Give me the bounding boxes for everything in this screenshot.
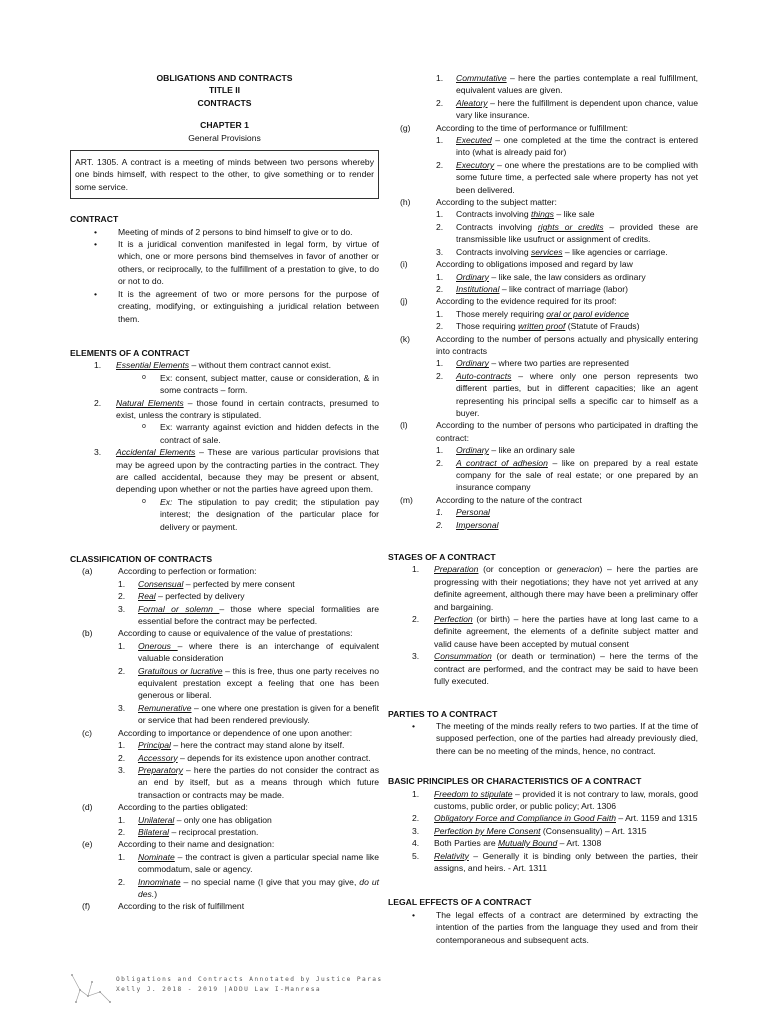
class-h (388, 196, 698, 208)
item-text: – perfected by delivery (155, 591, 245, 602)
term: Mutually Bound (498, 838, 558, 849)
list-item (436, 221, 698, 246)
list-item (412, 825, 698, 837)
item-text: – Art. 1159 and 1315 (616, 813, 698, 824)
class-k (388, 333, 698, 358)
footer-line-2: Xelly J. 2018 - 2019 |ADDU Law I-Manresa (116, 986, 322, 993)
class-text: According to cause or equivalence of the value of prestations: (118, 628, 353, 639)
item-text: – perfected by mere consent (183, 578, 295, 589)
chapter-heading: CHAPTER 1 (200, 120, 249, 131)
list-item (436, 506, 698, 518)
chapter-subtitle: General Provisions (188, 132, 261, 143)
list-item (436, 208, 698, 220)
item-text: – provided it is not contrary to law, morals, good customs, public order, or public policy; Art. 1306 (434, 788, 698, 811)
stages-title: STAGES OF A CONTRACT (388, 552, 496, 563)
term: Perfection (434, 614, 473, 625)
list-item (118, 826, 379, 838)
term: things (531, 209, 554, 220)
italic-text: do ut des. (138, 876, 379, 899)
term: Aleatory (456, 97, 488, 108)
class-b (70, 627, 379, 639)
elements-title: ELEMENTS OF A CONTRACT (70, 347, 190, 358)
item-number: 2. (436, 321, 444, 332)
term: Accidental Elements (116, 447, 196, 458)
item-number: 1. (436, 209, 444, 220)
item-text: – this is free, thus one party receives no equivalent prestation except a feeling that one has been generous or liberal. (138, 665, 379, 701)
class-l-list (388, 444, 698, 494)
doc-heading-2: TITLE II (208, 85, 241, 96)
item-pre: Both Parties are (434, 838, 499, 849)
list-item (436, 159, 698, 196)
list-item (436, 72, 698, 97)
term: oral or parol evidence (546, 308, 629, 319)
item-text: – like sale (553, 209, 595, 220)
item-text: (or conception or (478, 564, 557, 575)
item-number: 1. (118, 740, 126, 751)
item-number: 3. (412, 825, 420, 836)
list-item (94, 359, 379, 396)
list-item (412, 850, 698, 875)
item-text: – here the contract may stand alone by itself. (170, 740, 345, 751)
list-item (118, 665, 379, 702)
list-item (94, 446, 379, 533)
class-i (388, 258, 698, 270)
list-item (118, 578, 379, 590)
term: Natural Elements (116, 397, 184, 408)
class-text: According to importance or dependence of one upon another: (118, 727, 353, 738)
term: Auto-contracts (456, 370, 512, 381)
term: Ordinary (456, 358, 489, 369)
list-item (436, 246, 698, 258)
legal-effects-bullets (388, 909, 698, 946)
term: Preparation (434, 564, 479, 575)
class-text: According to the time of performance or fulfillment: (436, 122, 629, 133)
constellation-icon (70, 972, 114, 1008)
item-text: – one completed at the time the contract is entered into (what is already paid for) (456, 135, 698, 158)
item-number: 1. (118, 814, 126, 825)
parties-title: PARTIES TO A CONTRACT (388, 708, 498, 719)
list-item (412, 788, 698, 813)
item-text: – without them contract cannot exist. (189, 360, 331, 371)
term: Personal (456, 507, 490, 518)
item-number: 1. (436, 507, 444, 518)
list-item (118, 640, 379, 665)
item-text: – provided these are transmissible like usufruct or assignment of credits. (456, 221, 698, 245)
sub-ex: Ex: (160, 496, 173, 507)
item-text: – depends for its existence upon another contract. (177, 752, 371, 763)
class-e (70, 838, 379, 850)
item-number: 2. (436, 519, 444, 530)
letter: (j) (400, 296, 408, 307)
list-item (436, 134, 698, 159)
term: Freedom to stipulate (434, 788, 513, 799)
item-number: 2. (412, 614, 420, 625)
list-item (118, 764, 379, 801)
item-pre: Contracts involving (456, 221, 538, 232)
item-text: – here the fulfillment is dependent upon chance, value vary like insurance. (456, 97, 698, 121)
letter: (b) (82, 628, 93, 639)
list-item (118, 876, 379, 901)
list-item (412, 812, 698, 824)
list-item (436, 357, 698, 369)
term: Consensual (138, 578, 184, 589)
item-number: 1. (436, 73, 444, 83)
italic-text: generacion (556, 564, 600, 575)
term: Bilateral (138, 826, 170, 837)
item-text: – like sale, the law considers as ordinary (488, 271, 646, 282)
term: Executory (456, 159, 495, 170)
item-number: 2. (436, 457, 444, 468)
principles-list (388, 788, 698, 875)
class-text: According to the risk of fulfillment (118, 901, 245, 912)
list-item (118, 752, 379, 764)
list-item (118, 590, 379, 602)
class-text: According to the nature of the contract (436, 494, 582, 505)
classification-title: CLASSIFICATION OF CONTRACTS (70, 554, 213, 564)
list-item (436, 444, 698, 456)
left-column (70, 72, 379, 913)
term: Relativity (434, 850, 469, 861)
term: Perfection by Mere Consent (434, 825, 541, 836)
item-text: (or death or termination) – here the terms of the contract are performed, and the contract may be said to have been fully executed. (434, 651, 698, 687)
legal-effects-title: LEGAL EFFECTS OF A CONTRACT (388, 897, 532, 908)
item-number: 2. (436, 159, 444, 170)
list-item (436, 271, 698, 283)
item-end: ) (154, 888, 158, 899)
letter: (m) (400, 494, 413, 505)
item-number: 2. (436, 97, 444, 108)
item-text: – Art. 1308 (557, 838, 602, 849)
bullet-item: • It is the agreement of two or more persons for the purpose of creating, modifying, or extinguishing a juridical relation between them. (118, 288, 379, 325)
item-text: (or birth) – here the parties have at long last came to a definite agreement, the elements of a definite subject matter and valid cause have been accepted by mutual consent (434, 614, 698, 649)
letter: (c) (82, 727, 93, 738)
list-item (412, 613, 698, 650)
item-text: – like an ordinary sale (488, 445, 575, 456)
term: Consummation (434, 651, 492, 662)
bullet-item: • It is a juridical convention manifested in legal form, by virtue of which, one or more persons bind themselves in favor of another or others, or reciprocally, to the fulfillment of a prestation to give, to do or not to do. (118, 238, 379, 288)
item-text: – those found in certain contracts, presumed to exist, unless the contrary is stipulated. (116, 397, 380, 420)
class-text: According to the subject matter: (436, 197, 557, 208)
class-a-list (70, 578, 379, 628)
item-text: – no special name (I give that you may give, (180, 876, 360, 887)
list-item (436, 519, 698, 531)
class-e-list (70, 851, 379, 901)
item-number: 1. (436, 271, 444, 282)
item-number: 1. (412, 788, 420, 799)
term: A contract of adhesion (456, 457, 548, 468)
class-text: According to the parties obligated: (118, 802, 248, 813)
item-number: 2. (118, 876, 126, 887)
letter: (l) (400, 420, 408, 431)
term: Ordinary (456, 271, 489, 282)
list-item (436, 308, 698, 320)
item-text: – reciprocal prestation. (169, 826, 259, 837)
item-text: – like agencies or carriage. (562, 246, 668, 257)
class-b-list (70, 640, 379, 727)
item-number: 2. (118, 591, 126, 602)
list-item (118, 702, 379, 727)
term: Impersonal (456, 519, 499, 530)
list-item (118, 603, 380, 628)
item-pre: Contracts involving (456, 209, 531, 220)
class-d-list (70, 814, 379, 839)
list-item (436, 370, 698, 420)
term: Principal (138, 740, 171, 751)
elements-list (70, 359, 379, 533)
class-d (70, 801, 379, 813)
term: Preparatory (138, 764, 183, 775)
item-number: 2. (118, 752, 126, 763)
doc-heading-3: CONTRACTS (197, 97, 252, 108)
sub-item (160, 496, 379, 533)
term: Gratuitous or lucrative (138, 665, 223, 676)
letter: (k) (400, 333, 411, 344)
item-number: 3. (118, 702, 126, 713)
letter: (a) (82, 566, 93, 577)
item-number: 2. (436, 370, 444, 381)
list-item (94, 397, 380, 447)
class-text: According to perfection or formation: (118, 566, 257, 577)
term: Institutional (456, 283, 500, 294)
item-number: 1. (436, 308, 444, 319)
list-item (118, 814, 379, 826)
item-pre: Contracts involving (456, 246, 531, 257)
item-number: 3. (436, 246, 444, 257)
item-text: – here the parties contemplate a real fulfillment, equivalent values are given. (456, 73, 698, 96)
term: Ordinary (456, 445, 489, 456)
class-text: According to obligations imposed and regard by law (436, 259, 633, 270)
item-number: 4. (412, 838, 420, 849)
item-pre: Those requiring (456, 321, 519, 332)
item-number: 2. (118, 826, 126, 837)
item-text: – one where the prestations are to be complied with some future time, a perfected sale where property has not yet been delivered. (456, 159, 698, 195)
item-text: – where two parties are represented (488, 358, 629, 369)
item-number: 3. (94, 447, 102, 458)
class-l (388, 419, 698, 444)
class-text: According to the number of persons who participated in drafting the contract: (436, 420, 698, 443)
class-j-list (388, 308, 698, 333)
class-k-list (388, 357, 698, 419)
sub-text: The stipulation to pay credit; the stipulation pay interest; the designation of the particular place for delivery or payment. (160, 496, 379, 532)
item-number: 2. (436, 283, 444, 294)
bullet-item: • The meeting of the minds really refers to two parties. If at the time of supposed perfection, one of the parties had already previously died, there can be no meeting of the minds, hence, no contract. (436, 720, 698, 757)
item-text: – like on prepared by a real estate company for the sale of real estate; or one prepared by an insurance company (456, 457, 698, 493)
item-text: – those where special formalities are essential before the contract may be perfected. (138, 603, 380, 627)
list-item (412, 837, 698, 849)
class-text: According to the number of persons actually and physically entering into contracts (436, 333, 698, 356)
term: Remunerative (138, 702, 192, 713)
term: Onerous (138, 640, 178, 651)
term: services (531, 246, 563, 257)
item-pre: Those merely requiring (456, 308, 547, 319)
stages-list (388, 563, 698, 687)
term: Obligatory Force and Compliance in Good Faith (434, 813, 616, 824)
parties-bullets (388, 720, 698, 757)
item-number: 1. (94, 360, 102, 371)
contract-title: CONTRACT (70, 214, 119, 225)
item-text: – where only one person represents two different parties, but in different capacities; like an agent representing his principal sells a specific car to himself as a buyer. (456, 370, 698, 418)
doc-heading-1: OBLIGATIONS AND CONTRACTS (156, 73, 293, 83)
term: Commutative (456, 73, 507, 83)
item-number: 3. (412, 651, 420, 662)
list-item (436, 283, 698, 295)
item-text: – only one has obligation (174, 814, 272, 825)
item-text: (Consensuality) – Art. 1315 (540, 825, 647, 836)
class-text: According to their name and designation: (118, 839, 275, 850)
bullet-item: • The legal effects of a contract are determined by extracting the intention of the parties from the language they used and from their contemporaneous and subsequent acts. (436, 909, 698, 946)
class-a (70, 565, 379, 577)
item-number: 2. (436, 221, 444, 232)
term: Nominate (138, 851, 175, 862)
letter: (f) (82, 901, 91, 912)
item-number: 1. (412, 564, 420, 575)
item-number: 1. (436, 135, 444, 146)
page-footer (70, 972, 490, 1008)
list-item (412, 563, 698, 613)
term: rights or credits (537, 221, 604, 232)
list-item (436, 457, 698, 494)
item-text: – one where one prestation is given for a benefit or service that had been rendered previously. (138, 702, 379, 726)
term: Formal or solemn (138, 603, 220, 614)
sub-item: o Ex: consent, subject matter, cause or consideration, & in some contracts – form. (160, 372, 379, 397)
item-number: 3. (118, 603, 126, 614)
item-text: (Statute of Frauds) (565, 321, 640, 332)
contract-bullets (70, 226, 379, 325)
item-text: – like contract of marriage (labor) (499, 283, 628, 294)
class-i-list (388, 271, 698, 296)
letter: (g) (400, 122, 411, 133)
class-g-list (388, 134, 698, 196)
list-item (118, 739, 379, 751)
item-text: – the contract is given a particular special name like commodatum, sale or agency. (138, 851, 379, 875)
term: Essential Elements (116, 360, 190, 371)
item-number: 2. (94, 397, 102, 408)
term: Accessory (138, 752, 178, 763)
item-number: 1. (436, 358, 444, 369)
list-item (412, 650, 698, 687)
letter: (i) (400, 259, 408, 270)
item-number: 1. (118, 640, 126, 651)
bullet-item: • Meeting of minds of 2 persons to bind himself to give or to do. (118, 226, 379, 238)
principles-title: BASIC PRINCIPLES OR CHARACTERISTICS OF A CONTRACT (388, 776, 642, 787)
item-number: 2. (118, 665, 126, 676)
letter: (h) (400, 197, 411, 208)
item-text: – here the parties do not consider the contract as an end by itself, but as a means through which future transaction or contracts may be made. (138, 764, 379, 800)
class-c (70, 727, 379, 739)
class-g (388, 122, 698, 134)
article-box: ART. 1305. A contract is a meeting of minds between two persons whereby one binds himself, with respect to the other, to give something or to render some service. (70, 150, 379, 199)
item-text: – These are various particular provisions that may be agreed upon by the contracting parties in the contract. They are called accidental, because they may be present or absent, depending upon whether or not the parties have agreed upon them. (116, 447, 379, 495)
class-f (70, 900, 379, 912)
class-text: According to the evidence required for its proof: (436, 296, 617, 307)
item-number: 5. (412, 850, 420, 861)
term: Real (138, 591, 156, 602)
item-number: 1. (118, 578, 126, 589)
class-j (388, 295, 698, 307)
item-end: ) – here the parties are progressing with their negotiations; they have not yet arrived at any definite agreement, although there may have been a preliminary offer and bargaining. (434, 564, 698, 612)
term: Executed (456, 135, 492, 146)
footer-line-1: Obligations and Contracts Annotated by Justice Paras (116, 976, 383, 983)
class-m (388, 494, 698, 506)
class-m-list (388, 506, 698, 531)
letter: (e) (82, 839, 93, 850)
class-h-list (388, 208, 698, 258)
item-number: 2. (412, 813, 420, 824)
list-item (436, 320, 698, 332)
item-text: – where there is an interchange of equivalent valuable consideration (138, 640, 379, 664)
class-c-list (70, 739, 379, 801)
item-text: – Generally it is binding only between the parties, their assigns, and heirs. - Art. 1311 (434, 850, 698, 873)
list-item (436, 97, 698, 122)
term: Innominate (138, 876, 181, 887)
item-number: 1. (436, 445, 444, 456)
term: written proof (518, 321, 566, 332)
sub-item: o Ex: warranty against eviction and hidden defects in the contract of sale. (160, 421, 379, 446)
item-number: 1. (118, 851, 126, 862)
letter: (d) (82, 802, 93, 813)
list-item (118, 851, 379, 876)
term: Unilateral (138, 814, 175, 825)
right-column (388, 72, 698, 946)
class-f-list (388, 72, 698, 122)
item-number: 3. (118, 764, 126, 775)
